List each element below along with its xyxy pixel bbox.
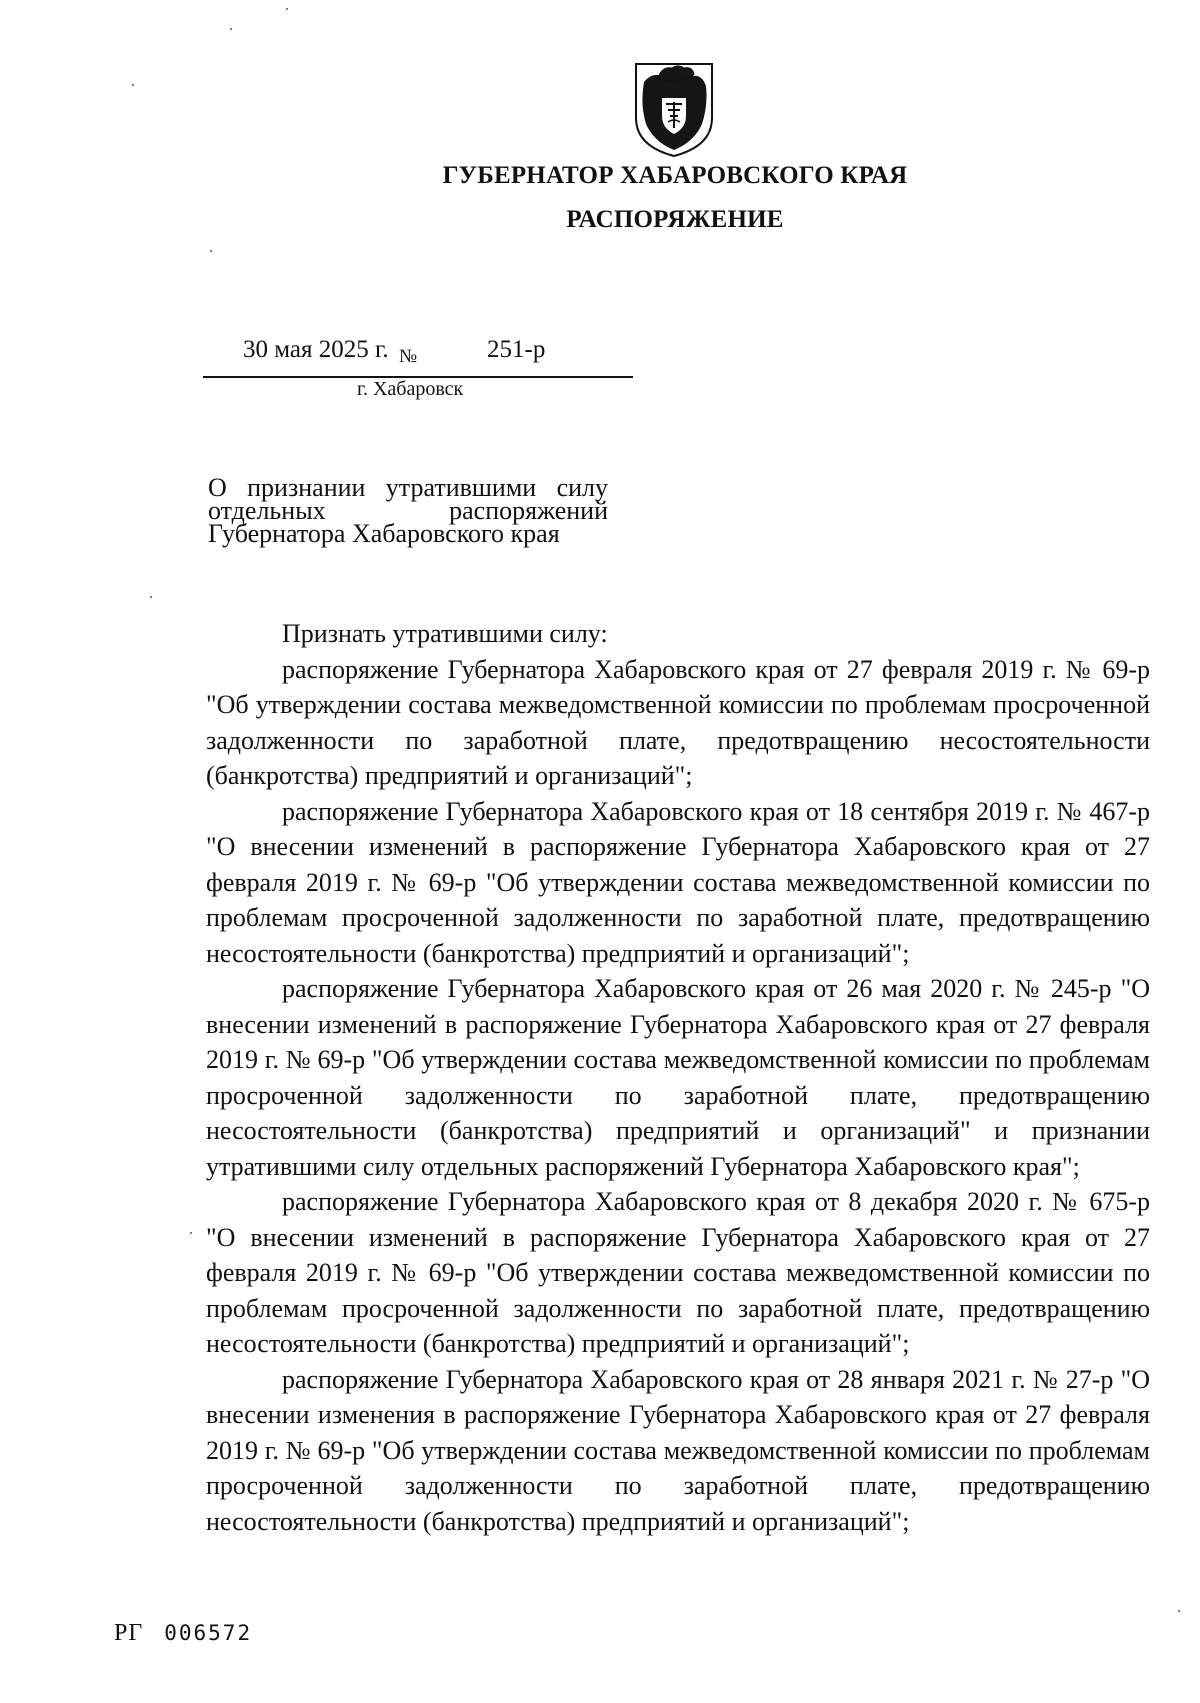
document-body [206,616,1150,1539]
scan-speck [210,250,212,252]
body-item: распоряжение Губернатора Хабаровского края от 8 декабря 2020 г. № 675-р "О внесении изменений в распоряжение Губернатора Хабаровского края от 27 февраля 2019 г. № 69-р "Об утверждении состава межведомственной комиссии по проблемам просроченной задолженности по заработной плате, предотвращению несостоятельности (банкротства) предприятий и организаций"; [206,1187,1150,1358]
serial-code: 006572 [164,1621,253,1645]
serial-prefix: РГ [114,1620,144,1646]
body-item: распоряжение Губернатора Хабаровского края от 26 мая 2020 г. № 245-р "О внесении изменений в распоряжение Губернатора Хабаровского края от 27 февраля 2019 г. № 69-р "Об утверждении состава межведомственной комиссии по проблемам просроченной задолженности по заработной плате, предотвращению несостоятельности (банкротства) предприятий и организаций" и признании утратившими силу отдельных распоряжений Губернатора Хабаровского края"; [206,974,1150,1181]
document-city: г. Хабаровск [357,378,464,400]
scan-speck [150,596,152,598]
issuing-authority-title: ГУБЕРНАТОР ХАБАРОВСКОГО КРАЯ [442,162,908,189]
document-subject [208,473,608,548]
scan-speck [190,1232,192,1234]
scan-speck [230,28,232,30]
scan-speck [132,84,134,86]
document-date: 30 мая 2025 г. [243,336,389,363]
scan-speck [286,8,288,10]
subject-line: Губернатора Хабаровского края [208,519,560,548]
coat-of-arms-icon [632,58,716,158]
scan-speck [1178,1610,1180,1612]
date-number-line [203,336,633,378]
subject-line: О признании утратившими силу [208,473,608,502]
number-sign: № [399,346,418,367]
subject-line: отдельных распоряжений [208,496,608,525]
document-type-title: РАСПОРЯЖЕНИЕ [566,206,784,233]
form-serial-number [114,1620,252,1647]
body-item: распоряжение Губернатора Хабаровского края от 18 сентября 2019 г. № 467-р "О внесении изменений в распоряжение Губернатора Хабаровского края от 27 февраля 2019 г. № 69-р "Об утверждении состава межведомственной комиссии по проблемам просроченной задолженности по заработной плате, предотвращению несостоятельности (банкротства) предприятий и организаций"; [206,796,1150,968]
body-item: распоряжение Губернатора Хабаровского края от 28 января 2021 г. № 27-р "О внесении изменения в распоряжение Губернатора Хабаровского края от 27 февраля 2019 г. № 69-р "Об утверждении состава межведомственной комиссии по проблемам просроченной задолженности по заработной плате, предотвращению несостоятельности (банкротства) предприятий и организаций"; [206,1364,1150,1536]
body-intro: Признать утратившими силу: [282,619,608,648]
document-number: 251-р [487,336,546,363]
body-item: распоряжение Губернатора Хабаровского края от 27 февраля 2019 г. № 69-р "Об утверждении состава межведомственной комиссии по проблемам просроченной задолженности по заработной плате, предотвращению несостоятельности (банкротства) предприятий и организаций"; [206,654,1150,790]
